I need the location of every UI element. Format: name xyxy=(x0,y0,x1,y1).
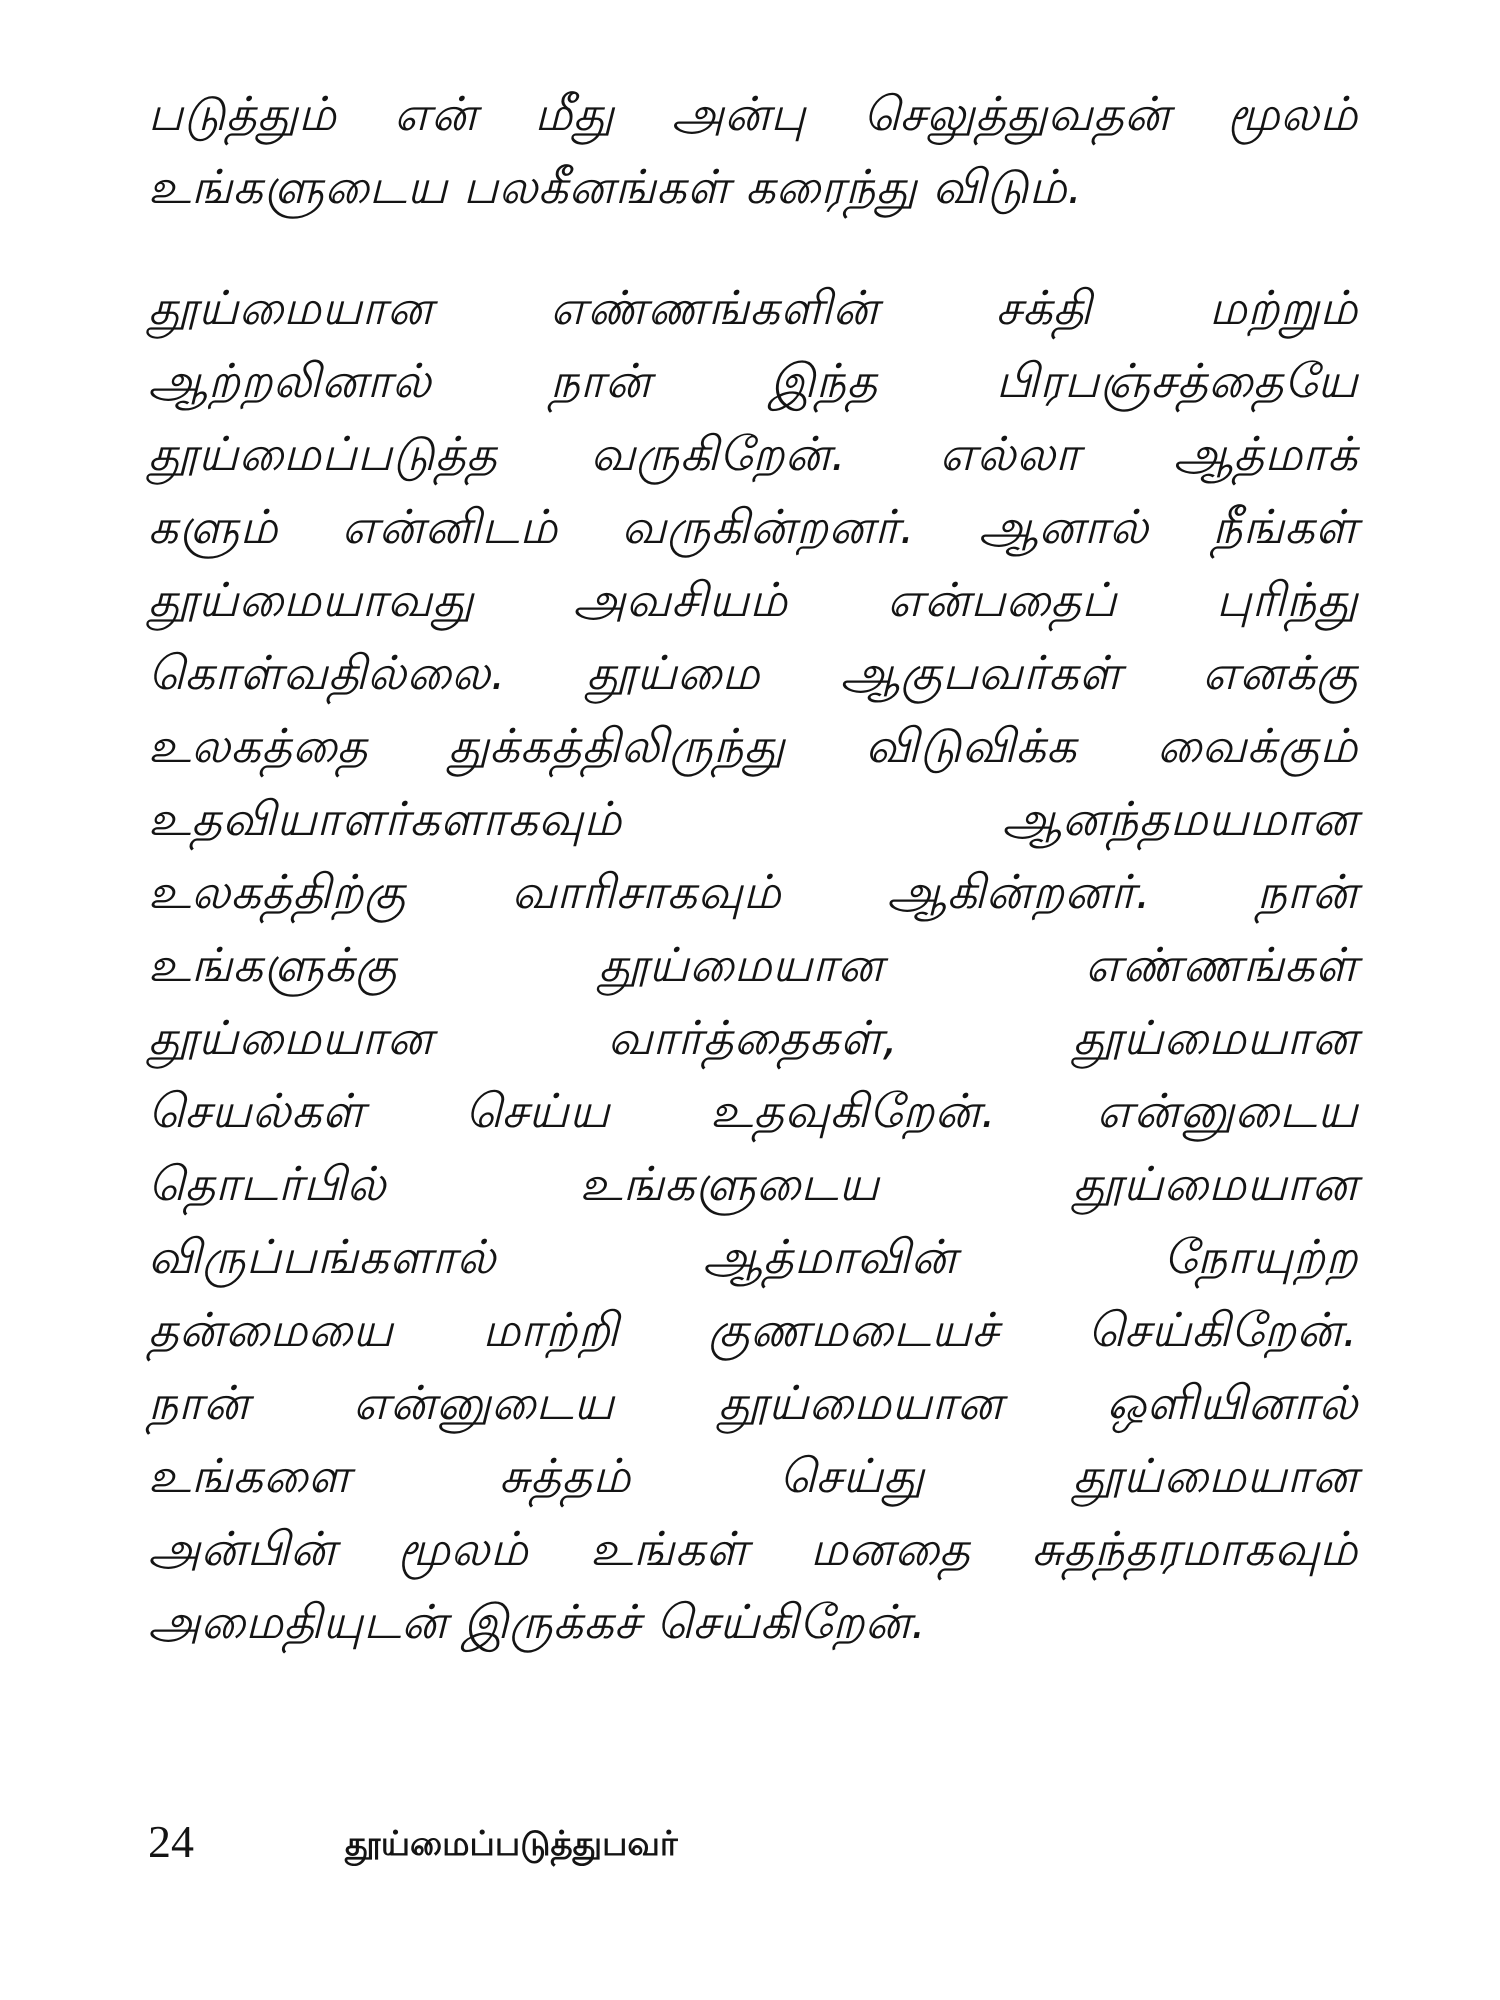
paragraph-line: தூய்மையாவது அவசியம் என்பதைப் புரிந்து xyxy=(148,573,1358,628)
paragraph-line: தூய்மைப்படுத்த வருகிறேன். எல்லா ஆத்மாக் xyxy=(148,427,1358,482)
paragraph-line: அமைதியுடன் இருக்கச் செய்கிறேன். xyxy=(148,1595,927,1650)
paragraph-line: உங்களுடைய பலகீனங்கள் கரைந்து விடும். xyxy=(148,160,1083,215)
running-title: தூய்மைப்படுத்துபவர் xyxy=(345,1824,678,1864)
paragraph-line: படுத்தும் என் மீது அன்பு செலுத்துவதன் மூலம் xyxy=(148,87,1358,142)
paragraph-line: உங்களை சுத்தம் செய்து தூய்மையான xyxy=(148,1449,1358,1504)
paragraph-line: ஆற்றலினால் நான் இந்த பிரபஞ்சத்தையே xyxy=(148,354,1358,409)
paragraph-line: தூய்மையான எண்ணங்களின் சக்தி மற்றும் xyxy=(148,281,1358,336)
paragraph-line: அன்பின் மூலம் உங்கள் மனதை சுதந்தரமாகவும் xyxy=(148,1522,1358,1577)
page-footer xyxy=(148,1812,1358,1872)
paragraph-1 xyxy=(148,78,1358,224)
paragraph-line: தூய்மையான வார்த்தைகள், தூய்மையான xyxy=(148,1011,1358,1066)
paragraph-line: விருப்பங்களால் ஆத்மாவின் நோயுற்ற xyxy=(148,1230,1358,1285)
paragraph-line: நான் என்னுடைய தூய்மையான ஒளியினால் xyxy=(148,1376,1358,1431)
paragraph-line: களும் என்னிடம் வருகின்றனர். ஆனால் நீங்கள் xyxy=(148,500,1358,555)
page-number: 24 xyxy=(148,1816,194,1867)
paragraph-line: தொடர்பில் உங்களுடைய தூய்மையான xyxy=(148,1157,1358,1212)
paragraph-line: உதவியாளர்களாகவும் ஆனந்தமயமான xyxy=(148,792,1358,847)
paragraph-line: உங்களுக்கு தூய்மையான எண்ணங்கள் xyxy=(148,938,1358,993)
paragraph-line: செயல்கள் செய்ய உதவுகிறேன். என்னுடைய xyxy=(148,1084,1358,1139)
paragraph-line: உலகத்தை துக்கத்திலிருந்து விடுவிக்க வைக்கும் xyxy=(148,719,1358,774)
paragraph-2 xyxy=(148,272,1358,1659)
paragraph-line: உலகத்திற்கு வாரிசாகவும் ஆகின்றனர். நான் xyxy=(148,865,1358,920)
paragraph-line: கொள்வதில்லை. தூய்மை ஆகுபவர்கள் எனக்கு xyxy=(148,646,1358,701)
paragraph-line: தன்மையை மாற்றி குணமடையச் செய்கிறேன். xyxy=(148,1303,1358,1358)
